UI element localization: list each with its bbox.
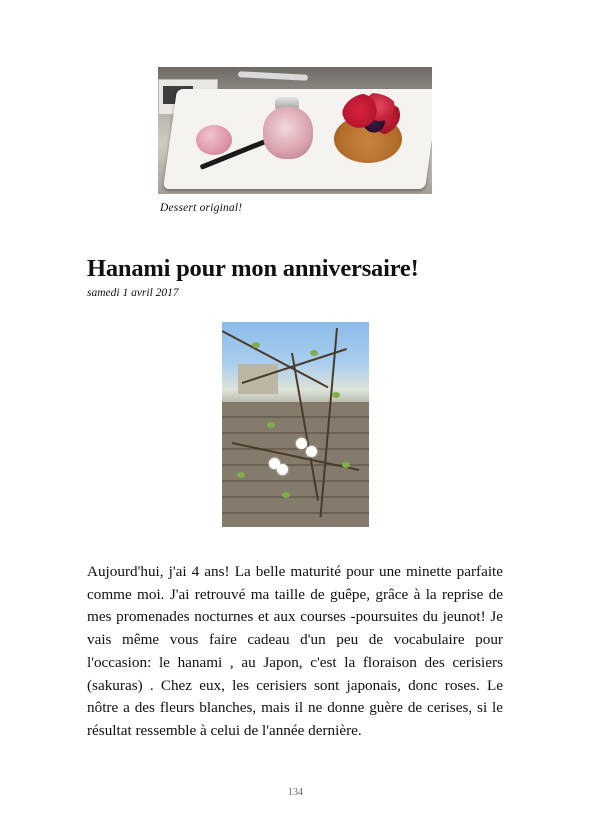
post-date: samedi 1 avril 2017 <box>87 287 179 299</box>
leaf <box>252 342 260 348</box>
blossom <box>296 438 307 449</box>
leaf <box>332 392 340 398</box>
pink-jar <box>263 107 313 159</box>
blossom <box>277 464 288 475</box>
leaf <box>282 492 290 498</box>
leaf <box>237 472 245 478</box>
house-roof <box>238 364 278 394</box>
cherry-blossom-photo <box>222 322 369 527</box>
post-body: Aujourd'hui, j'ai 4 ans! La belle maturité pour une minette parfaite comme moi. J'ai retrouvé ma taille de guêpe, grâce à la reprise de mes promenades nocturnes et aux courses -poursuites du jeunot! Je vais même vous faire cadeau d'un peu de vocabulaire pour l'occasion: le hanami , au Japon, c'est la floraison des cerisiers (sakuras) . Chez eux, les cerisiers sont japonais, donc roses. Le nôtre a des fleurs blanches, mais il ne donne guère de cerises, si le résultat ressemble à celui de l'année dernière. <box>87 563 503 739</box>
photo-caption: Dessert original! <box>160 202 243 214</box>
post-title: Hanami pour mon anniversaire! <box>87 255 419 282</box>
page-number: 134 <box>288 787 303 798</box>
leaf <box>267 422 275 428</box>
leaf <box>310 350 318 356</box>
macaron <box>196 125 232 155</box>
leaf <box>342 462 350 468</box>
dessert-photo <box>158 67 432 194</box>
spoon <box>238 71 308 81</box>
berries <box>342 93 400 137</box>
blossom <box>306 446 317 457</box>
